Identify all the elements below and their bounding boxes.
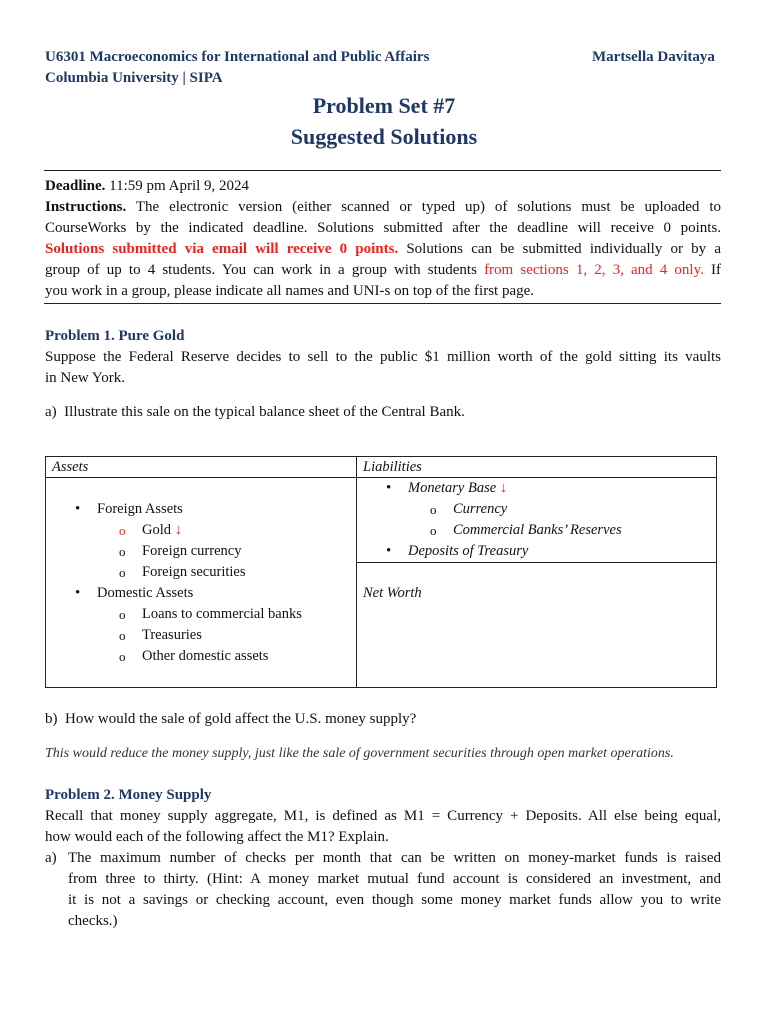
foreign-assets-label: Foreign Assets (97, 501, 183, 517)
author-name: Martsella Davitaya (592, 49, 715, 65)
problem-2-qa-line-4: checks.) (68, 913, 118, 929)
instructions-rule (44, 303, 721, 304)
net-worth-label: Net Worth (363, 585, 422, 601)
problem-2-qa-label: a) (45, 850, 57, 866)
problem-1-intro-1: Suppose the Federal Reserve decides to sell to the public $1 million worth of the gold sitting its vaults (45, 349, 721, 365)
problem-2-qa-line-2: from three to thirty. (Hint: A money market mutual fund account is considered an investment, and (68, 871, 721, 887)
problem-2-qa-line-1: The maximum number of checks per month that can be written on money-market funds is raised (68, 850, 721, 866)
deposits-treasury-item: • Deposits of Treasury (357, 541, 716, 562)
assets-header: Assets (52, 459, 89, 475)
gold-down-arrow-icon: ↓ (174, 522, 182, 538)
assets-cell (46, 478, 357, 688)
instructions-text-1: The electronic version (either scanned or typed up) of solutions must be uploaded to (126, 199, 721, 215)
problem-2-qa-line-3: it is not a savings or checking account, even though some money market funds allow you to write (68, 892, 721, 908)
instructions-line-3 (45, 239, 721, 260)
problem-1-heading: Problem 1. Pure Gold (45, 328, 185, 344)
balance-sheet-table (45, 456, 717, 688)
gold-label: Gold (142, 522, 171, 538)
other-domestic-item: o Other domestic assets (46, 646, 356, 667)
gold-item: o Gold ↓ (119, 522, 182, 538)
deadline-value: 11:59 pm April 9, 2024 (105, 178, 250, 194)
liabilities-header: Liabilities (363, 459, 422, 475)
liabilities-cell (357, 478, 717, 563)
email-warning: Solutions submitted via email will receive 0 points. (45, 241, 399, 257)
problem-1-answer-b: This would reduce the money supply, just like the sale of government securities through open market operations. (45, 746, 674, 761)
page-subtitle: Suggested Solutions (290, 124, 478, 149)
instructions-text-4: group of up to 4 students. You can work in a group with students (45, 262, 485, 278)
instructions-line-2: CourseWorks by the indicated deadline. Solutions submitted after the deadline will receive 0 points. (45, 220, 721, 236)
other-domestic-label: Other domestic assets (142, 648, 269, 664)
foreign-currency-label: Foreign currency (142, 543, 242, 559)
instructions-text-3: Solutions can be submitted individually or by a (398, 241, 721, 257)
assets-header-cell (46, 457, 357, 478)
deadline-line (45, 176, 721, 197)
monetary-base-label: Monetary Base (408, 480, 497, 496)
foreign-securities-item: o Foreign securities (46, 562, 356, 583)
deposits-treasury-label: Deposits of Treasury (408, 543, 529, 559)
domestic-assets-item: • Domestic Assets (46, 583, 356, 604)
instructions-text-4-end: If (703, 262, 721, 278)
monetary-base-item: • Monetary Base ↓ (386, 480, 508, 496)
header-rule (44, 170, 721, 171)
instructions-line-5: you work in a group, please indicate all names and UNI-s on top of the first page. (45, 283, 535, 299)
university-name: Columbia University | SIPA (45, 70, 223, 86)
treasuries-item: o Treasuries (46, 625, 356, 646)
deadline-label: Deadline. (45, 178, 106, 194)
loans-item: o Loans to commercial banks (46, 604, 356, 625)
problem-1-question-b: b) How would the sale of gold affect the U.S. money supply? (45, 711, 417, 727)
problem-1-intro-2: in New York. (45, 370, 126, 386)
page-title: Problem Set #7 (312, 93, 456, 118)
net-worth-cell (357, 563, 717, 688)
instructions-line-4 (45, 260, 721, 281)
reserves-label: Commercial Banks’ Reserves (453, 522, 622, 538)
currency-item: o Currency (357, 499, 716, 520)
instructions-line-1 (45, 197, 721, 218)
foreign-securities-label: Foreign securities (142, 564, 246, 580)
problem-1-question-a: a) Illustrate this sale on the typical balance sheet of the Central Bank. (45, 404, 465, 420)
loans-label: Loans to commercial banks (142, 606, 302, 622)
domestic-assets-label: Domestic Assets (97, 585, 194, 601)
instructions-label: Instructions. (45, 199, 127, 215)
currency-label: Currency (453, 501, 508, 517)
reserves-item: o Commercial Banks’ Reserves (357, 520, 716, 541)
problem-2-heading: Problem 2. Money Supply (45, 787, 212, 803)
sections-note: from sections 1, 2, 3, and 4 only. (484, 262, 704, 278)
course-title: U6301 Macroeconomics for International and Public Affairs (45, 49, 430, 65)
liabilities-header-cell (357, 457, 717, 478)
problem-2-line-2: how would each of the following affect the M1? Explain. (45, 829, 389, 845)
treasuries-label: Treasuries (142, 627, 202, 643)
monetary-base-down-arrow-icon: ↓ (499, 480, 508, 496)
foreign-assets-item: • Foreign Assets (46, 499, 356, 520)
problem-2-line-1: Recall that money supply aggregate, M1, is defined as M1 = Currency + Deposits. All else being equal, (45, 808, 721, 824)
foreign-currency-item: o Foreign currency (46, 541, 356, 562)
